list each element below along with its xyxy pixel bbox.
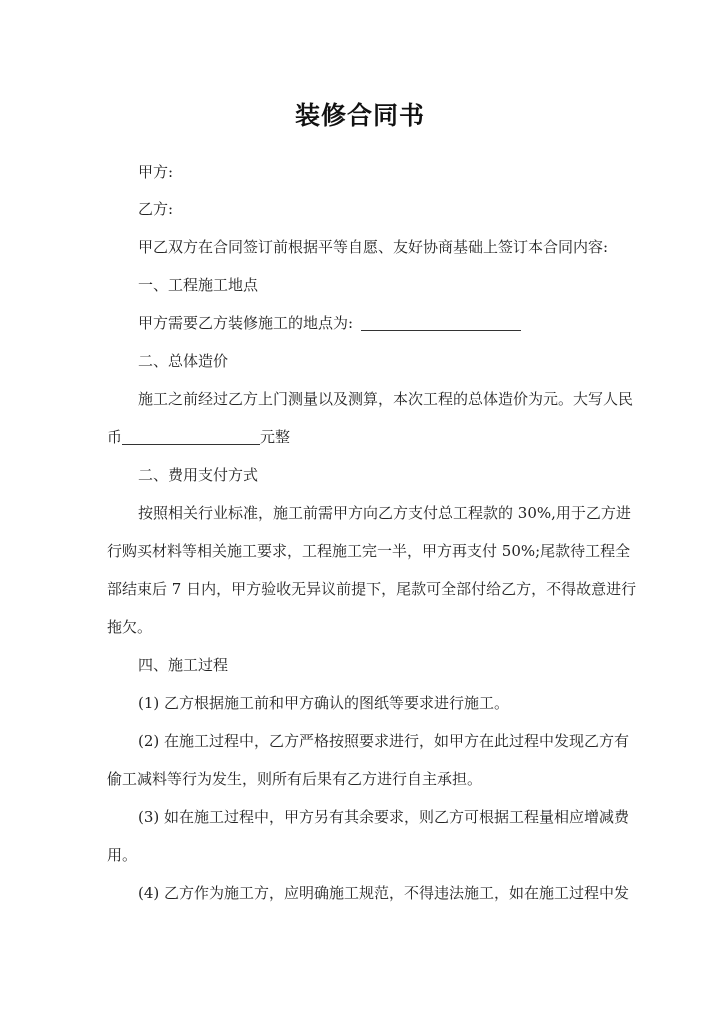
process-item-3-line-2: 用。 [107,846,138,864]
price-suffix: 元整 [260,428,291,446]
process-item-2-line-1: (2) 在施工过程中，乙方严格按照要求进行，如甲方在此过程中发现乙方有 [138,732,630,750]
price-text-line-2 [107,426,290,448]
section-process-heading: 四、施工过程 [138,656,229,674]
party-a-label: 甲方: [138,163,174,181]
process-item-4-line-1: (4) 乙方作为施工方，应明确施工规范，不得违法施工，如在施工过程中发 [138,884,630,902]
section-price-heading: 二、总体造价 [138,352,229,370]
location-line [138,312,521,334]
section-payment-heading: 二、费用支付方式 [138,466,259,484]
document-title: 装修合同书 [294,101,425,130]
price-amount-blank-field[interactable] [122,428,260,445]
section-location-heading: 一、工程施工地点 [138,276,259,294]
intro-paragraph: 甲乙双方在合同签订前根据平等自愿、友好协商基础上签订本合同内容: [138,238,609,256]
payment-line-3: 部结束后 7 日内，甲方验收无异议前提下，尾款可全部付给乙方，不得故意进行 [107,580,637,598]
payment-line-2: 行购买材料等相关施工要求，工程施工完一半，甲方再支付 50%;尾款待工程全 [107,542,631,560]
party-b-label: 乙方: [138,200,174,218]
price-text-line-1: 施工之前经过乙方上门测量以及测算，本次工程的总体造价为元。大写人民 [138,390,634,408]
payment-line-1: 按照相关行业标准，施工前需甲方向乙方支付总工程款的 30%,用于乙方进 [138,504,631,522]
process-item-1: (1) 乙方根据施工前和甲方确认的图纸等要求进行施工。 [138,694,510,712]
process-item-2-line-2: 偷工减料等行为发生，则所有后果有乙方进行自主承担。 [107,770,483,788]
location-text: 甲方需要乙方装修施工的地点为: [138,314,354,332]
payment-line-4: 拖欠。 [107,618,153,636]
price-prefix: 币 [107,428,123,446]
process-item-3-line-1: (3) 如在施工过程中，甲方另有其余要求，则乙方可根据工程量相应增减费 [138,808,630,826]
location-blank-field[interactable] [361,314,521,331]
